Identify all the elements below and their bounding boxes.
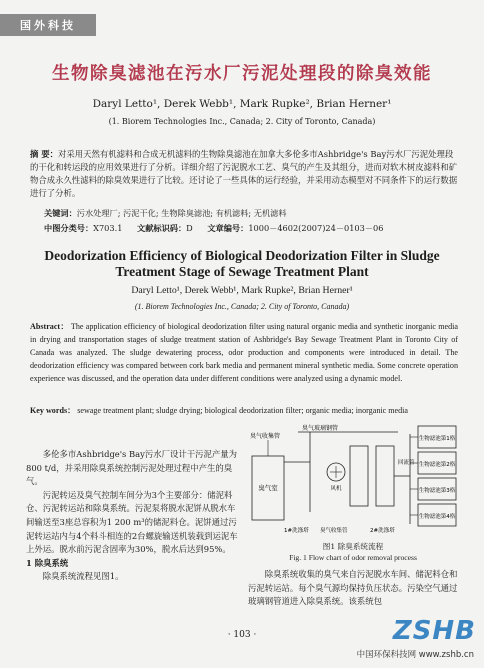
odor-chamber-label: 臭气室: [258, 484, 278, 492]
abstract-zh-text: 对采用天然有机滤料和合成无机滤料的生物除臭滤池在加拿大多伦多市Ashbridge's Bay污水厂污泥处理段的干化和转运段的应用效果进行了分析。详细介绍了污泥脱水工艺、臭气的产生及其组分，进而对软木树皮滤料和矿物合成永久性滤料的除臭效果进行了比较。还讨论了一些具体的运行经验，并采用动态模型对不同条件下的运行数据进行了分析。: [30, 149, 458, 198]
section-badge: 国外科技: [0, 14, 96, 36]
keywords-en-text: sewage treatment plant; sludge drying; biological deodorization filter; organic media; inorganic media: [77, 406, 409, 415]
keywords-en-label: Key words：: [30, 406, 76, 415]
clc-value: X703.1: [93, 223, 123, 233]
affiliation-zh: (1. Biorem Technologies Inc., Canada; 2. City of Toronto, Canada): [108, 117, 376, 126]
figure-caption-zh: 图1 除臭系统流程: [322, 542, 384, 551]
scrubber-1-label: 1#洗涤塔: [284, 528, 309, 534]
body-right-column: [248, 568, 460, 609]
filter-bed-1-label: 生物滤池第1格: [418, 436, 456, 442]
body-paragraph: 除臭系统流程见图1。: [42, 571, 124, 582]
odor-removal-flowchart: [248, 424, 458, 538]
abstract-zh: [30, 148, 458, 200]
authors-en: Daryl Letto¹, Derek Webb¹, Mark Rupke², Brian Herner¹: [131, 285, 353, 296]
watermark-logo: ZSHB: [392, 616, 476, 646]
affiliation-en: (1. Biorem Technologies Inc., Canada; 2. City of Toronto, Canada): [134, 302, 350, 311]
keywords-zh-label: 关键词：: [44, 208, 77, 218]
doc-code-value: D: [186, 223, 193, 233]
keywords-zh-text: 污水处理厂; 污泥干化; 生物除臭滤池; 有机滤料; 无机滤料: [76, 208, 287, 218]
return-line-label: 回流管: [398, 460, 415, 466]
body-paragraph: 污泥转运及臭气控制车间分为3个主要部分：储泥料仓、污泥转运站和除臭系统。污泥泵将脱水泥饼从脱水车间输送至3座总容积为1 200 m³的储泥料仓。泥饼通过污泥转运站内与4个料斗相连的2台螺旋输送机装载到运泥车上外运。脱水前污泥含固率为30%，脱水后达到95%。: [26, 489, 238, 555]
article-no-label: 文章编号：: [207, 223, 249, 233]
abstract-en: [30, 320, 458, 385]
page-number: · 103 ·: [227, 630, 257, 640]
scrubber-1-icon: [350, 446, 368, 506]
section-heading: 1 除臭系统: [26, 557, 69, 568]
figure-caption-en: Fig. 1 Flow chart of odor removal process: [289, 553, 417, 562]
keywords-en: [30, 404, 458, 417]
paper-title-zh: 生物除臭滤池在污水厂污泥处理段的除臭效能: [52, 64, 432, 84]
glass-pipe-label: 臭气玻璃钢管: [302, 425, 339, 432]
watermark-site: 中国环保科技网 www.zshb.cn: [356, 650, 474, 660]
paper-title-en: Deodorization Efficiency of Biological Deodorization Filter in Sludge Treatment Stage of Sewage Treatment Plant: [44, 248, 440, 279]
collect-pipe-2-label: 臭气收集管: [320, 528, 348, 534]
odor-collect-label: 臭气收集管: [250, 433, 281, 440]
filter-bed-2-label: 生物滤池第2格: [418, 462, 456, 468]
abstract-en-label: Abstract：: [30, 322, 69, 331]
keywords-zh: [44, 208, 464, 219]
classification-line: [44, 223, 464, 234]
filter-bed-3-label: 生物滤池第3格: [418, 488, 456, 494]
clc-label: 中图分类号：: [44, 223, 94, 233]
body-left-column: [26, 448, 238, 584]
body-paragraph: 多伦多市Ashbridge's Bay污水厂设计干污泥产量为800 t/d，并采用除臭系统控制污泥处理过程中产生的臭气。: [26, 449, 238, 487]
doc-code-label: 文献标识码：: [137, 223, 187, 233]
filter-bed-4-label: 生物滤池第4格: [418, 514, 456, 520]
abstract-en-text: The application efficiency of biological deodorization filter using natural organic media and synthetic inorganic media in drying and transportation stages of sludge treatment station of Ashbridge's Bay Sewage Treatment Plant in Toronto City of Canada was analyzed. The sludge dewatering process, odor production and components were introduced in detail. The deodorization efficiency was compared between cork bark media and permanent mineral synthetic media. Some concrete operation experience was discussed, and the operation data under different conditions were analyzed using a dynamic model.: [30, 322, 458, 383]
scrubber-2-icon: [376, 446, 394, 506]
abstract-zh-label: 摘 要：: [30, 149, 59, 159]
authors-zh: Daryl Letto¹, Derek Webb¹, Mark Rupke², Brian Herner¹: [92, 98, 392, 110]
article-no-value: 1000－4602(2007)24－0103－06: [248, 223, 384, 233]
scrubber-2-label: 2#洗涤塔: [370, 528, 395, 534]
fan-label: 风机: [330, 486, 342, 492]
body-paragraph: 除臭系统收集的臭气来自污泥脱水车间、储泥料仓和污泥转运站。每个臭气源均保持负压状态。污染空气通过玻璃钢管道进入除臭系统。该系统包: [248, 569, 458, 607]
